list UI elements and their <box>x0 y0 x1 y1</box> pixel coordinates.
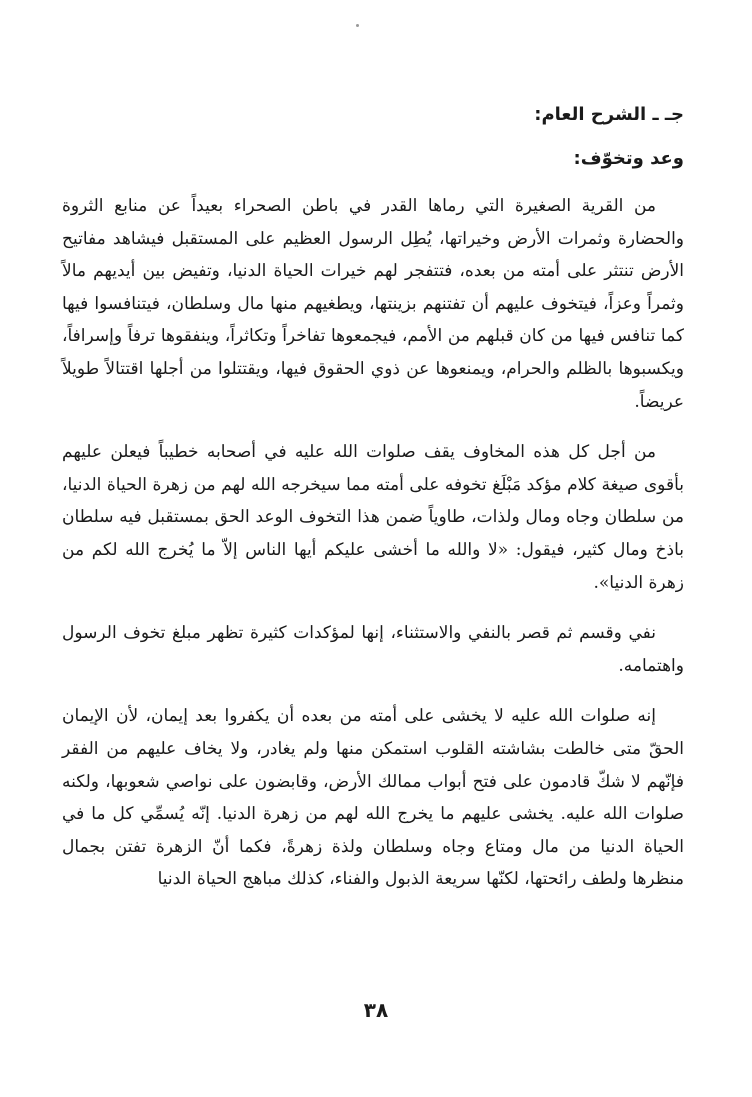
subheading: وعد وتخوّف: <box>573 148 684 169</box>
page-number: ٣٨ <box>363 998 389 1022</box>
paragraph-2: من أجل كل هذه المخاوف يقف صلوات الله عليه في أصحابه خطيباً فيعلن عليهم بأقوى صيغة كلام مؤكد مَبْلَغ تخوفه على أمته مما سيخرجه الله لهم من زهرة الحياة الدنيا، من سلطان وجاه ومال ولذات، طاوياً ضمن هذا التخوف الوعد الحق بمستقبل فيه سلطان باذخ ومال كثير، فيقول: «لا والله ما أخشى عليكم أيها الناس إلاّ ما يُخرج الله لكم من زهرة الدنيا». <box>62 442 684 593</box>
top-dot-mark <box>356 24 359 27</box>
paragraph-3: نفي وقسم ثم قصر بالنفي والاستثناء، إنها لمؤكدات كثيرة تظهر مبلغ تخوف الرسول واهتمامه. <box>62 623 684 676</box>
section-heading: جـ ـ الشرح العام: <box>534 104 684 125</box>
paragraph-4: إنه صلوات الله عليه لا يخشى على أمته من بعده أن يكفروا بعد إيمان، لأن الإيمان الحقّ متى خالطت بشاشته القلوب استمكن منها ولم يغادر، ولا يخاف عليهم من الفقر فإنّهم لا شكّ قادمون على فتح أبواب ممالك الأرض، وقابضون على نواصي شعوبها، ولكنه صلوات الله عليه. يخشى عليهم ما يخرج الله لهم من زهرة الدنيا. إنّه يُسمِّي كل ما في الحياة الدنيا من مال ومتاع وجاه وسلطان ولذة زهرةً، فكما أنّ الزهرة تفتن بجمال منظرها ولطف رائحتها، لكنّها سريعة الذبول والفناء، كذلك مباهج الحياة الدنيا <box>62 706 684 890</box>
page-content <box>62 98 684 896</box>
paragraph-1: من القرية الصغيرة التي رماها القدر في باطن الصحراء بعيداً عن منابع الثروة والحضارة وثمرات الأرض وخيراتها، يُطِل الرسول العظيم على المستقبل فيشاهد مفاتيح الأرض تنتثر على أمته من بعده، فتتفجر لهم خيرات الحياة الدنيا، وتفيض بين أيديهم مالاً وثمراً وعزاً، فيتخوف عليهم أن تفتنهم بزينتها، ويطغيهم منها مال وسلطان، فيتنافسوا فيها كما تنافس فيها من كان قبلهم من الأمم، فيجمعوها تفاخراً وتكاثراً، وينفقوها ترفاً وإسرافاً، ويكسبوها بالظلم والحرام، ويمنعوها عن ذوي الحقوق فيها، ويقتتلوا من أجلها اقتتالاً طويلاً عريضاً. <box>62 196 684 412</box>
